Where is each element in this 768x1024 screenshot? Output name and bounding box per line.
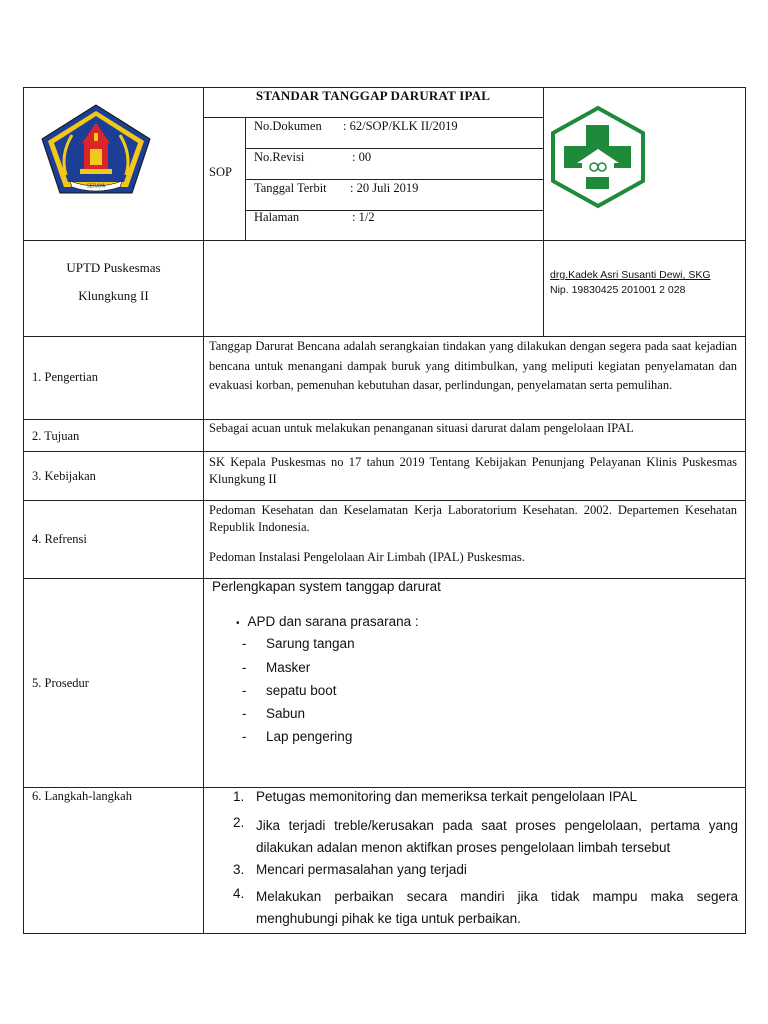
org-name-line2: Klungkung II <box>78 288 149 303</box>
prosedur-bullet <box>236 614 419 629</box>
prosedur-heading: Perlengkapan system tanggap darurat <box>212 579 441 594</box>
list-item: - Masker <box>242 660 311 675</box>
puskesmas-green-cross-icon <box>549 105 647 209</box>
section-label-refrensi: 4. Refrensi <box>32 532 87 546</box>
field-no-dokumen-label: No.Dokumen <box>254 119 322 133</box>
bullet-dot-icon: • <box>236 618 240 629</box>
step-text: Melakukan perbaikan secara mandiri jika tidak mampu maka segera menghubungi pihak ke tiga untuk perbaikan. <box>256 889 738 926</box>
section-label-kebijakan: 3. Kebijakan <box>32 469 96 483</box>
step-number: 4. <box>233 886 245 901</box>
field-halaman-label: Halaman <box>254 210 300 224</box>
signer-nip: Nip. 19830425 201001 2 028 <box>550 284 686 296</box>
svg-text:SERAYA: SERAYA <box>86 183 106 190</box>
step-number: 3. <box>233 862 245 877</box>
list-item: - sepatu boot <box>242 683 337 698</box>
document-title: STANDAR TANGGAP DARURAT IPAL <box>255 88 491 103</box>
section-label-pengertian: 1. Pengertian <box>32 370 98 384</box>
section-text-kebijakan: SK Kepala Puskesmas no 17 tahun 2019 Tentang Kebijakan Penunjang Pelayanan Klinis Puskesmas Klungkung II <box>209 455 737 486</box>
section-text-refrensi-2: Pedoman Instalasi Pengelolaan Air Limbah (IPAL) Puskesmas. <box>209 550 525 564</box>
step-number: 1. <box>233 789 245 804</box>
puskesmas-logo <box>549 105 647 209</box>
section-text-tujuan: Sebagai acuan untuk melakukan penanganan situasi darurat dalam pengelolaan IPAL <box>209 421 634 435</box>
field-no-revisi-value: : 00 <box>352 150 372 164</box>
section-text-refrensi-1: Pedoman Kesehatan dan Keselamatan Kerja Laboratorium Kesehatan. 2002. Departemen Kesehatan Republik Indonesia. <box>209 503 737 534</box>
org-name-line1: UPTD Puskesmas <box>66 260 161 275</box>
field-halaman-value: : 1/2 <box>352 210 375 224</box>
list-item: - Lap pengering <box>242 729 353 744</box>
list-item: - Sarung tangan <box>242 636 355 651</box>
klungkung-emblem-logo <box>40 103 152 195</box>
field-no-dokumen-value: : 62/SOP/KLK II/2019 <box>343 119 458 133</box>
section-label-tujuan: 2. Tujuan <box>32 429 80 443</box>
section-label-langkah: 6. Langkah-langkah <box>32 789 132 803</box>
field-tanggal-terbit-value: : 20 Juli 2019 <box>350 181 419 195</box>
prosedur-bullet-text: APD dan sarana prasarana : <box>247 614 419 629</box>
signer-name: drg.Kadek Asri Susanti Dewi, SKG <box>550 269 711 281</box>
sop-label: SOP <box>209 165 232 179</box>
field-tanggal-terbit-label: Tanggal Terbit <box>254 181 327 195</box>
section-text-pengertian: Tanggap Darurat Bencana adalah serangkaian tindakan yang dilakukan dengan segera pada saat kejadian bencana untuk menangani dampak buruk yang ditimbulkan, yang meliputi kegiatan penyelamatan dan evakuasi korban, pemenuhan kebutuhan dasar, perlindungan, penyelamatan serta pemulihan. <box>209 339 737 392</box>
section-label-prosedur: 5. Prosedur <box>32 676 89 690</box>
klungkung-regency-emblem-icon <box>40 103 152 195</box>
list-item: - Sabun <box>242 706 306 721</box>
step-text: Mencari permasalahan yang terjadi <box>256 862 467 877</box>
step-number: 2. <box>233 815 245 830</box>
field-no-revisi-label: No.Revisi <box>254 150 305 164</box>
step-text: Petugas memonitoring dan memeriksa terkait pengelolaan IPAL <box>256 789 637 804</box>
step-text: Jika terjadi treble/kerusakan pada saat proses pengelolaan, pertama yang dilakukan adalan menon aktifkan proses pengelolaan limbah tersebut <box>256 818 738 855</box>
